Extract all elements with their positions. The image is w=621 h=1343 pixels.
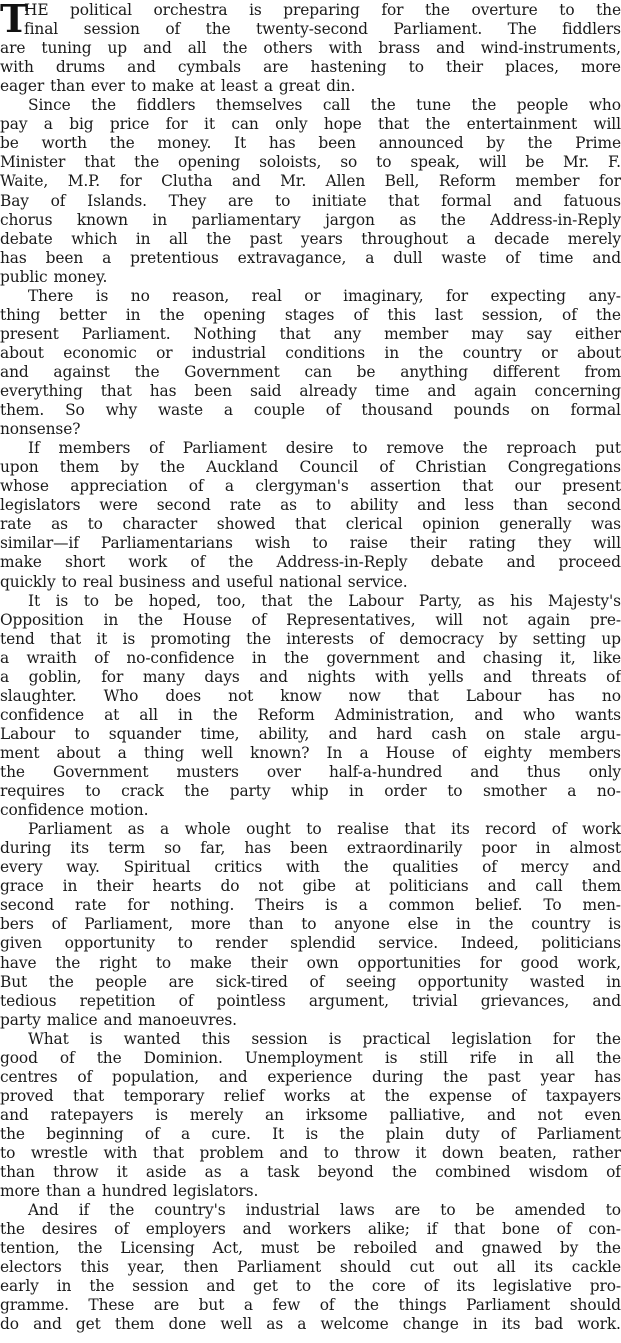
text-line: And if the country's industrial laws are to be amended to bbox=[28, 1201, 621, 1220]
text-line: about economic or industrial conditions in the country or about bbox=[0, 343, 621, 362]
text-line: to wrestle with that problem and to throw it down beaten, rather bbox=[0, 1144, 621, 1162]
text-line: Waite, M.P. for Clutha and Mr. Allen Bell, Reform member for bbox=[0, 172, 621, 191]
text-line: a goblin, for many days and nights with yells and threats of bbox=[0, 667, 621, 686]
text-line: than throw it aside as a task beyond the combined wisdom of bbox=[0, 1163, 621, 1182]
text-line: What is wanted this session is practical legislation for the bbox=[28, 1029, 621, 1048]
text-line: second rate for nothing. Theirs is a common belief. To men- bbox=[0, 896, 621, 915]
text-line: everything that has been said already time and again concerning bbox=[0, 382, 621, 400]
text-line: pay a big price for it can only hope that the entertainment will bbox=[0, 115, 621, 134]
text-line: final session of the twenty-second Parliament. The fiddlers bbox=[24, 20, 621, 39]
text-line: them. So why waste a couple of thousand pounds on formal bbox=[0, 401, 621, 420]
text-line: debate which in all the past years throughout a decade merely bbox=[0, 229, 621, 248]
text-line: similar—if Parliamentarians wish to raise their rating they will bbox=[0, 534, 621, 553]
text-line: nonsense? bbox=[0, 420, 81, 439]
text-line: whose appreciation of a clergyman's assertion that our present bbox=[0, 477, 621, 496]
text-line: quickly to real business and useful national service. bbox=[0, 572, 408, 591]
text-line: It is to be hoped, too, that the Labour Party, as his Majesty's bbox=[28, 591, 621, 610]
text-line: are tuning up and all the others with brass and wind-instruments, bbox=[0, 39, 621, 58]
text-line: Minister that the opening soloists, so to speak, will be Mr. F. bbox=[0, 153, 621, 172]
text-line: be worth the money. It has been announced by the Prime bbox=[0, 134, 621, 153]
text-line: and against the Government can be anything different from bbox=[0, 362, 621, 381]
text-line: tention, the Licensing Act, must be reboiled and gnawed by the bbox=[0, 1239, 621, 1258]
text-line: tedious repetition of pointless argument, trivial grievances, and bbox=[0, 991, 621, 1010]
text-line: make short work of the Address-in-Reply debate and proceed bbox=[0, 553, 621, 572]
text-line: during its term so far, has been extraordinarily poor in almost bbox=[0, 839, 621, 858]
text-line: the Government musters over half-a-hundred and thus only bbox=[0, 763, 621, 781]
text-line: gramme. These are but a few of the things Parliament should bbox=[0, 1296, 621, 1315]
text-line: public money. bbox=[0, 267, 108, 286]
text-line: grace in their hearts do not gibe at politicians and call them bbox=[0, 877, 621, 896]
text-line: bers of Parliament, more than to anyone else in the country is bbox=[0, 915, 621, 934]
text-line: HE political orchestra is preparing for the overture to the bbox=[24, 1, 621, 19]
text-line: do and get them done well as a welcome change in its bad work. bbox=[0, 1315, 621, 1334]
text-line: party malice and manoeuvres. bbox=[0, 1010, 237, 1029]
text-line: and ratepayers is merely an irksome palliative, and not even bbox=[0, 1105, 621, 1124]
text-line: slaughter. Who does not know now that Labour has no bbox=[0, 686, 621, 705]
text-line: tend that it is promoting the interests of democracy by setting up bbox=[0, 629, 621, 648]
text-line: has been a pretentious extravagance, a dull waste of time and bbox=[0, 248, 621, 267]
text-line: with drums and cymbals are hastening to their places, more bbox=[0, 58, 621, 77]
text-line: confidence motion. bbox=[0, 801, 149, 820]
text-line: proved that temporary relief works at the expense of taxpayers bbox=[0, 1086, 621, 1105]
text-line: requires to crack the party whip in order to smother a no- bbox=[0, 782, 621, 801]
text-line: ment about a thing well known? In a House of eighty members bbox=[0, 743, 621, 762]
text-line: given opportunity to render splendid service. Indeed, politicians bbox=[0, 934, 621, 953]
text-line: the desires of employers and workers alike; if that bone of con- bbox=[0, 1220, 621, 1239]
text-line: Opposition in the House of Representatives, will not again pre- bbox=[0, 610, 621, 629]
text-line: more than a hundred legislators. bbox=[0, 1182, 259, 1201]
text-line: eager than ever to make at least a great din. bbox=[0, 77, 356, 96]
text-line: thing better in the opening stages of this last session, of the bbox=[0, 305, 621, 324]
text-line: Parliament as a whole ought to realise that its record of work bbox=[28, 820, 621, 839]
text-line: a wraith of no-confidence in the government and chasing it, like bbox=[0, 648, 621, 667]
text-line: good of the Dominion. Unemployment is still rife in all the bbox=[0, 1048, 621, 1067]
text-line: Since the fiddlers themselves call the tune the people who bbox=[28, 96, 621, 115]
text-line: centres of population, and experience during the past year has bbox=[0, 1067, 621, 1086]
text-line: Labour to squander time, ability, and hard cash on stale argu- bbox=[0, 724, 621, 743]
text-line: every way. Spiritual critics with the qualities of mercy and bbox=[0, 858, 621, 877]
text-line: present Parliament. Nothing that any member may say either bbox=[0, 324, 621, 343]
text-line: chorus known in parliamentary jargon as the Address-in-Reply bbox=[0, 210, 621, 229]
text-line: legislators were second rate as to ability and less than second bbox=[0, 496, 621, 515]
text-line: have the right to make their own opportunities for good work, bbox=[0, 953, 621, 972]
text-line: If members of Parliament desire to remove the reproach put bbox=[28, 439, 621, 458]
text-line: early in the session and get to the core of its legislative pro- bbox=[0, 1277, 621, 1296]
text-line: Bay of Islands. They are to initiate that formal and fatuous bbox=[0, 191, 621, 210]
text-line: confidence at all in the Reform Administration, and who wants bbox=[0, 705, 621, 724]
text-line: the beginning of a cure. It is the plain duty of Parliament bbox=[0, 1124, 621, 1143]
text-line: electors this year, then Parliament should cut out all its cackle bbox=[0, 1258, 621, 1277]
text-line: upon them by the Auckland Council of Christian Congregations bbox=[0, 458, 621, 477]
drop-cap: T bbox=[0, 0, 29, 41]
text-line: But the people are sick-tired of seeing opportunity wasted in bbox=[0, 972, 621, 991]
text-line: There is no reason, real or imaginary, for expecting any- bbox=[28, 286, 621, 305]
text-line: rate as to character showed that clerical opinion generally was bbox=[0, 515, 621, 534]
